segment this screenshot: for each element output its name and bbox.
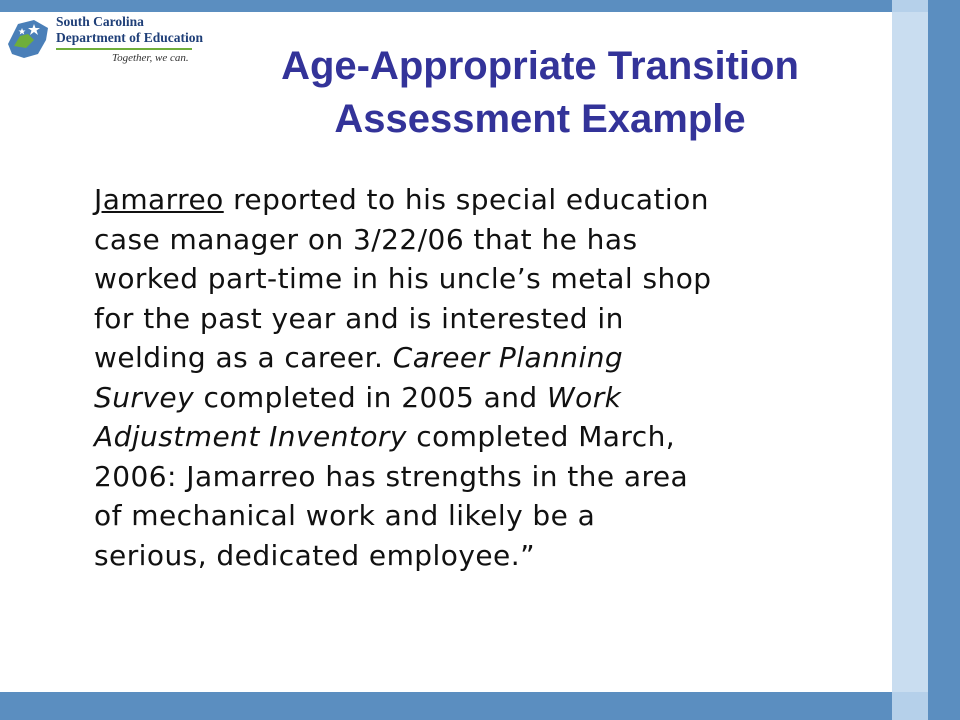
sc-education-logo [4, 10, 203, 66]
survey-title: Survey [94, 380, 195, 414]
body-line-10: serious, dedicated employee.” [94, 538, 536, 572]
bottom-frame-bar [0, 692, 960, 720]
work-title: Work [546, 380, 622, 414]
top-frame-accent [892, 0, 928, 12]
body-line-1-text: reported to his special education [223, 183, 709, 216]
logo-divider [56, 48, 192, 50]
right-frame-stripe-dark [928, 12, 960, 720]
slide-body [94, 180, 894, 575]
student-name: Jamarreo [94, 183, 224, 216]
slide-title [190, 40, 890, 146]
body-line-2: case manager on 3/22/06 that he has [94, 222, 638, 256]
body-line-8: 2006: Jamarreo has strengths in the area [94, 459, 689, 493]
bottom-frame-accent [892, 692, 928, 720]
body-line-9: of mechanical work and likely be a [94, 499, 596, 532]
top-frame-corner [928, 0, 960, 12]
logo-tagline: Together, we can. [112, 52, 189, 64]
right-frame-stripe-light [892, 12, 928, 720]
state-silhouette-icon [4, 14, 52, 62]
body-line-1 [94, 180, 894, 220]
logo-department-name: Department of Education [56, 30, 203, 45]
body-line-7 [94, 417, 894, 457]
title-line-2: Assessment Example [334, 97, 746, 141]
logo-state-name: South Carolina [56, 14, 144, 29]
title-line-1: Age-Appropriate Transition [281, 44, 799, 88]
body-line-6 [94, 378, 894, 418]
adjustment-inventory-title: Adjustment Inventory [94, 420, 407, 453]
career-planning-title: Career Planning [392, 341, 624, 374]
body-line-3: worked part-time in his uncle’s metal shop [94, 262, 712, 295]
body-line-6-text: completed in 2005 and [194, 380, 547, 414]
body-line-5-text: welding as a career. [94, 341, 393, 374]
body-line-4: for the past year and is interested in [94, 301, 624, 335]
body-line-5 [94, 338, 894, 378]
body-line-7-text: completed March, [406, 420, 676, 453]
